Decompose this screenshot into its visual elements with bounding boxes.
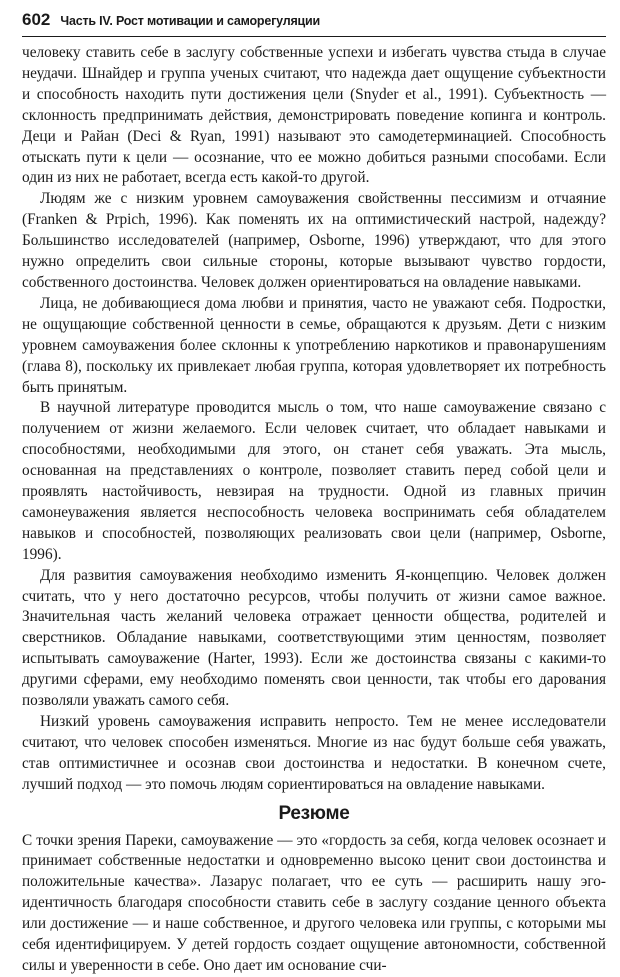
body-text <box>22 43 606 977</box>
paragraph-4: В научной литературе проводится мысль о том, что наше самоуважение связано с получением от жизни желаемого. Если человек считает, что обладает навыками и способностями, необходимыми для этого, он станет себя уважать. Эта мысль, основанная на представлениях о контроле, позволяет ставить перед собой цели и проявлять настойчивость, невзирая на трудности. Одной из главных причин самонеуважения является неспособность человека воспринимать себя обладателем навыков и способностей, позволяющих реализовать свои цели (например, Osborne, 1996). <box>22 399 606 563</box>
paragraph-5: Для развития самоуважения необходимо изменить Я-концепцию. Человек должен считать, что у него достаточно ресурсов, чтобы получить от жизни самое важное. Значительная часть желаний человека отражает ценности общества, родителей и сверстников. Обладание навыками, соответствующими этим ценностям, позволяет испытывать самоуважение (Harter, 1993). Если же достоинства связаны с какими-то другими сферами, ему необходимо поменять свои ценности, так чтобы его дарования позволяли уважать самого себя. <box>22 566 606 710</box>
paragraph-2: Людям же с низким уровнем самоуважения свойственны пессимизм и отчаяние (Franken & Prpich, 1996). Как поменять их на оптимистический настрой, надежду? Большинство исследователей (например, Osborne, 1996) утверждают, что для этого нужно определить свои сильные стороны, которые вызывают чувство гордости, собственного достоинства. Человек должен ориентироваться на овладение навыками. <box>22 190 606 291</box>
section-paragraph: С точки зрения Пареки, самоуважение — это «гордость за себя, когда человек осознает и принимает собственные недостатки и одновременно высоко ценит свои достоинства и положительные качества». Лазарус полагает, что ее суть — расширить нашу эго-идентичность благодаря способности ставить себе в заслугу создание ценного объекта или достижение — и наше собственное, и другого человека или группы, с которыми мы себя идентифицируем. У детей гордость создает ощущение автономности, собственной силы и уверенности в себе. Оно дает им основание счи- <box>22 831 606 974</box>
page-header <box>22 10 606 34</box>
paragraph-1: человеку ставить себе в заслугу собственные успехи и избегать чувства стыда в случае неудачи. Шнайдер и группа ученых считают, что надежда дает ощущение субъектности и способность находить пути достижения цели (Snyder et al., 1991). Субъектность — склонность предпринимать действия, демонстрировать поведение копинга и контроль. Деци и Райан (Deci & Ryan, 1991) называют это самодетерминацией. Способность отыскать пути к цели — осознание, что ее можно добиться разными способами. Если один из них не работает, всегда есть какой-то другой. <box>22 44 606 187</box>
header-rule <box>22 36 606 37</box>
paragraph-3: Лица, не добивающиеся дома любви и принятия, часто не уважают себя. Подростки, не ощущающие собственной ценности в семье, обращаются к друзьям. Дети с низким уровнем самоуважения более склонны к употреблению наркотиков и правонарушениям (глава 8), поскольку их привлекает любая группа, которая удовлетворяет их потребность быть принятым. <box>22 294 606 396</box>
section-title: Резюме <box>278 802 350 824</box>
page-number: 602 <box>22 10 51 29</box>
paragraph-6: Низкий уровень самоуважения исправить непросто. Тем не менее исследователи считают, что человек способен изменяться. Многие из нас будут больше себя уважать, став оптимистичнее и осознав свои достоинства и недостатки. В конечном счете, лучший подход — это помочь людям сориентироваться на овладение навыками. <box>22 713 606 793</box>
running-head: Часть IV. Рост мотивации и саморегуляции <box>60 14 321 28</box>
